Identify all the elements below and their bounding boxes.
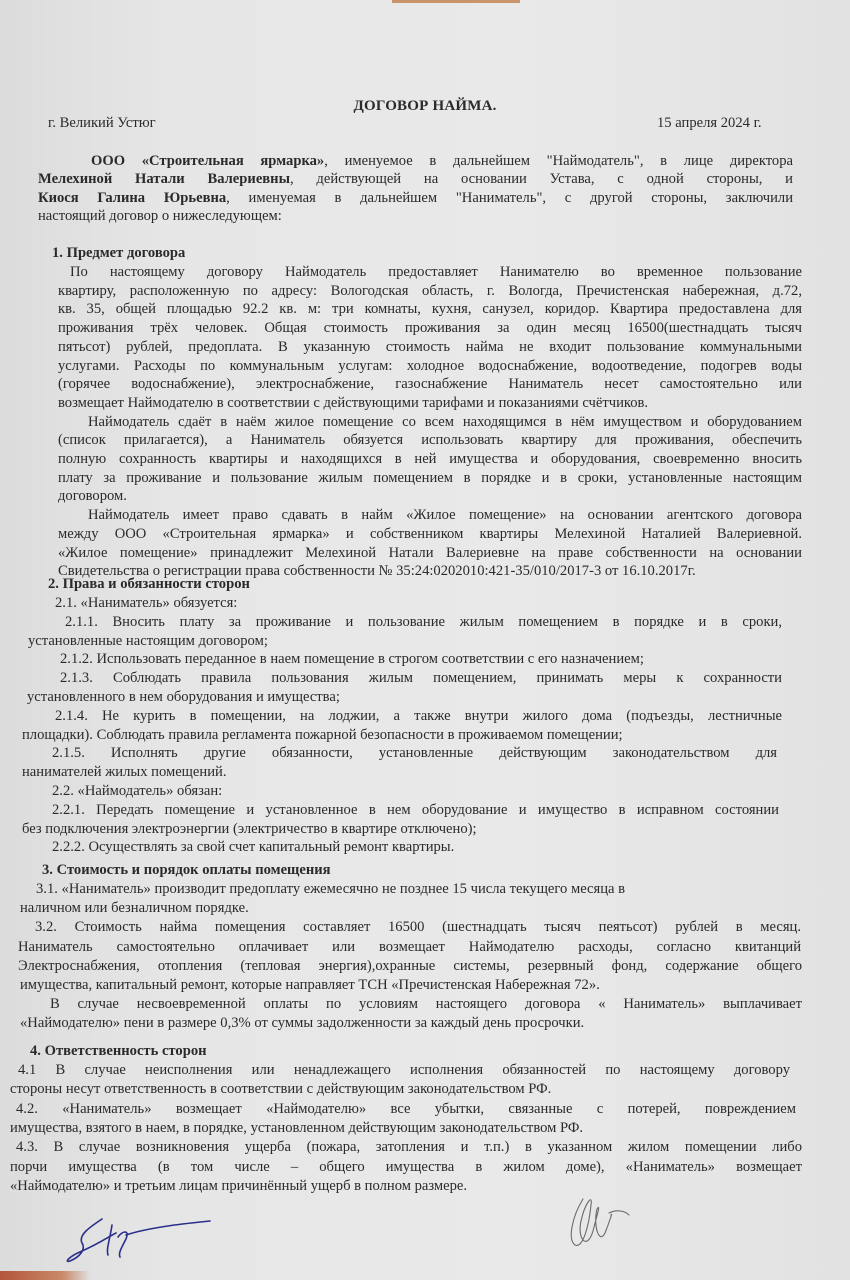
section-2-heading: 2. Права и обязанности сторон bbox=[48, 576, 250, 592]
section-4-line: 4.3. В случае возникновения ущерба (пожара, затопления и т.п.) в указанном жилом помещении либо bbox=[16, 1139, 802, 1156]
section-1-line: проживания трёх человек. Общая стоимость проживания за один месяц 16500(шестнадцать тысяч bbox=[58, 320, 802, 337]
section-3-line: наличном или безналичном порядке. bbox=[20, 900, 249, 917]
section-1-line: По настоящему договору Наймодатель предоставляет Нанимателю во временное пользование bbox=[70, 264, 802, 280]
section-1-line: (горячее водоснабжение), электроснабжение, газоснабжение Наниматель несет самостоятельно или bbox=[58, 376, 802, 393]
top-edge-object bbox=[392, 0, 520, 3]
section-1-line: Наймодатель имеет право сдавать в найм «Жилое помещение» на основании агентского договора bbox=[88, 507, 802, 524]
section-1-line: между ООО «Строительная ярмарка» и собственником квартиры Мелехиной Наталией Валериевной. bbox=[58, 525, 802, 542]
section-1-line: пятьсот) рублей, предоплата. В указанную стоимость найма не входит пользование коммунальными bbox=[58, 338, 802, 355]
section-1-line: плату за проживание и пользование жилым помещением в порядке и в сроки, установленные настоящим bbox=[58, 469, 802, 486]
bottom-edge-object bbox=[0, 1271, 90, 1280]
section-3-line: «Наймодателю» пени в размере 0,3% от суммы задолженности за каждый день просрочки. bbox=[20, 1015, 585, 1032]
section-4-line: стороны несут ответственность в соответствии с действующим законодательством РФ. bbox=[10, 1081, 552, 1098]
date: 15 апреля 2024 г. bbox=[657, 115, 762, 131]
section-2-line: без подключения электроэнергии (электричество в квартире отключено); bbox=[22, 820, 477, 837]
section-1-line: полную сохранность квартиры и находящихся в ней имущества и оборудования, своевременно вносить bbox=[58, 451, 802, 467]
director-name: Мелехиной Натали Валериевны bbox=[38, 171, 290, 187]
section-1-line: кв. 35, общей площадью 92.2 кв. м: три комнаты, кухня, санузел, коридор. Квартира предоставлена для bbox=[58, 301, 802, 318]
section-2-line: 2.2.1. Передать помещение и установленное в нем оборудование и имущество в исправном состоянии bbox=[52, 801, 779, 818]
section-2-line: 2.2. «Наймодатель» обязан: bbox=[52, 783, 223, 799]
section-1-line: договором. bbox=[58, 488, 127, 505]
preamble-line-1: ООО «Строительная ярмарка», именуемое в дальнейшем "Наймодатель", в лице директора bbox=[91, 153, 793, 169]
signature-tenant bbox=[555, 1185, 635, 1265]
section-4-heading: 4. Ответственность сторон bbox=[30, 1043, 207, 1059]
landlord-company: ООО «Строительная ярмарка» bbox=[91, 153, 325, 169]
section-3-line: 3.1. «Наниматель» производит предоплату ежемесячно не позднее 15 числа текущего месяца в bbox=[36, 881, 626, 897]
section-2-line: нанимателей жилых помещений. bbox=[22, 764, 227, 781]
section-1-line: услугами. Расходы по коммунальным услугам: холодное водоснабжение, водоотведение, подогрев воды bbox=[58, 357, 802, 374]
section-1-line: Наймодатель сдаёт в наём жилое помещение со всем находящимся в нём имуществом и оборудованием bbox=[88, 413, 802, 430]
section-3-line: Электроснабжения, отопления (тепловая энергия),охранные системы, резервный фонд, содержание общего bbox=[18, 957, 802, 974]
section-3-line: имущества, капитальный ремонт, которые направляет ТСН «Пречистенская Набережная 72». bbox=[20, 977, 600, 993]
section-1-heading: 1. Предмет договора bbox=[52, 245, 186, 261]
section-3-line: Наниматель самостоятельно оплачивает или возмещает Наймодателю расходы, согласно квитанций bbox=[18, 938, 801, 955]
section-2-line: установленные настоящим договором; bbox=[28, 632, 268, 649]
tenant-name: Киося Галина Юрьевна bbox=[38, 190, 227, 206]
section-2-line: 2.1.4. Не курить в помещении, на лоджии, а также внутри жилого дома (подъезды, лестничные bbox=[55, 707, 782, 724]
preamble-line-2: Мелехиной Натали Валериевны, действующей на основании Устава, с одной стороны, и bbox=[38, 171, 793, 187]
signature-landlord bbox=[60, 1205, 220, 1270]
section-1-line: Свидетельства о регистрации права собственности № 35:24:0202010:421-35/010/2017-3 от 16.10.2017г. bbox=[58, 563, 696, 580]
section-2-line: 2.1.1. Вносить плату за проживание и пользование жилым помещением в порядке и в сроки, bbox=[65, 613, 782, 630]
section-2-line: 2.1.2. Использовать переданное в наем помещение в строгом соответствии с его назначением; bbox=[60, 651, 644, 668]
preamble-line-3: Киося Галина Юрьевна, именуемая в дальнейшем "Наниматель", с другой стороны, заключили bbox=[38, 190, 794, 206]
city: г. Великий Устюг bbox=[48, 115, 156, 131]
section-2-line: 2.1.3. Соблюдать правила пользования жилым помещением, принимать меры к сохранности bbox=[60, 670, 782, 687]
section-2-line: 2.2.2. Осуществлять за свой счет капитальный ремонт квартиры. bbox=[52, 839, 455, 856]
section-4-line: порчи имущества (в том числе – общего имущества в жилом доме), «Наниматель» возмещает bbox=[10, 1158, 802, 1175]
section-1-line: (список прилагается), а Наниматель обязуется использовать квартиру для проживания, обеспечить bbox=[58, 432, 802, 449]
section-1-line: квартиру, расположенную по адресу: Вологодская область, г. Вологда, Пречистенская набережная, д.72, bbox=[58, 282, 802, 299]
section-2-line: площадки). Соблюдать правила регламента пожарной безопасности в проживаемом помещении; bbox=[22, 726, 623, 743]
section-1-line: возмещает Наймодателю в соответствии с действующими тарифами и показаниями счётчиков. bbox=[58, 394, 649, 411]
document-title: ДОГОВОР НАЙМА. bbox=[353, 98, 497, 114]
section-4-line: имущества, взятого в наем, в порядке, установленном действующим законодательством РФ. bbox=[10, 1119, 584, 1136]
preamble-line-4: настоящий договор о нижеследующем: bbox=[38, 208, 282, 224]
section-1-line: «Жилое помещение» принадлежит Мелехиной Натали Валериевне на праве собственности на основании bbox=[58, 544, 802, 561]
section-3-heading: 3. Стоимость и порядок оплаты помещения bbox=[42, 862, 331, 878]
section-4-line: 4.2. «Наниматель» возмещает «Наймодателю» все убытки, связанные с потерей, повреждением bbox=[16, 1100, 796, 1117]
section-4-line: «Наймодателю» и третьим лицам причинённый ущерб в полном размере. bbox=[10, 1177, 468, 1194]
section-2-line: 2.1. «Наниматель» обязуется: bbox=[55, 595, 238, 611]
section-2-line: 2.1.5. Исполнять другие обязанности, установленные действующим законодательством для bbox=[52, 745, 777, 762]
section-3-line: В случае несвоевременной оплаты по условиям настоящего договора « Наниматель» выплачивает bbox=[50, 996, 802, 1013]
section-3-line: 3.2. Стоимость найма помещения составляет 16500 (шестнадцать тысяч пеятьсот) рублей в месяц. bbox=[35, 919, 801, 936]
section-4-line: 4.1 В случае неисполнения или ненадлежащего исполнения обязанностей по настоящему договору bbox=[18, 1062, 790, 1078]
section-2-line: установленного в нем оборудования и имущества; bbox=[27, 689, 340, 705]
